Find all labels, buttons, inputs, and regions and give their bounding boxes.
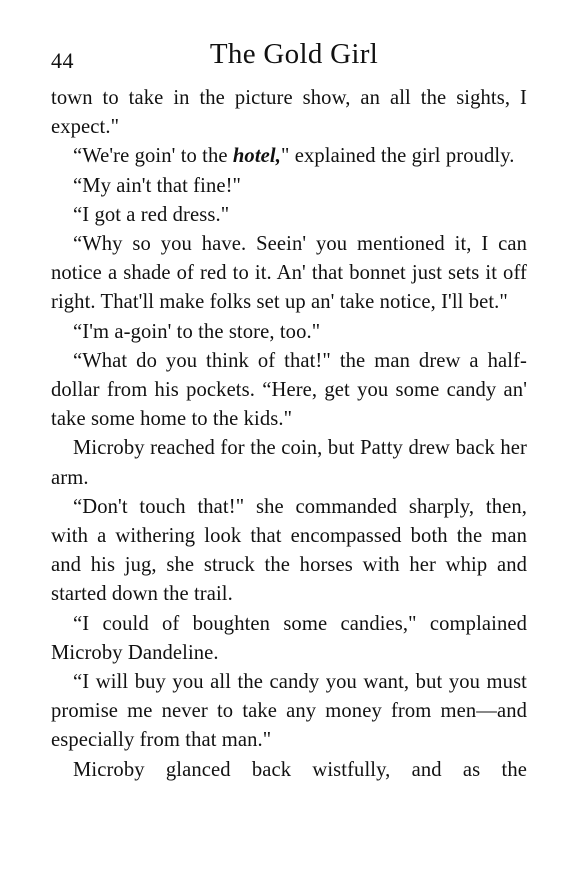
emphasized-word: hotel, [232, 145, 281, 168]
paragraph-4: “I got a red dress." [73, 203, 230, 226]
paragraph-10: “I could of boughten some candies," complained Microby Dandeline. [51, 612, 527, 664]
paragraph-7: “What do you think of that!" the man drew a half-dollar from his pockets. “Here, get you some candy an' take some home to the kids." [51, 349, 527, 431]
paragraph-2-after: " explained the girl proudly. [280, 145, 515, 168]
body-text [51, 84, 527, 785]
book-page [51, 38, 527, 785]
paragraph-11: “I will buy you all the candy you want, but you must promise me never to take any money from men—and especially from that man." [51, 671, 527, 752]
paragraph-2 [51, 142, 527, 171]
paragraph-6: “I'm a-goin' to the store, too." [73, 320, 321, 343]
paragraph-5: “Why so you have. Seein' you mentioned it, I can notice a shade of red to it. An' that bonnet just sets it off right. That'll make folks set up an' take notice, I'll bet." [51, 233, 527, 314]
paragraph-8: Microby reached for the coin, but Patty drew back her arm. [51, 437, 527, 489]
running-head [51, 38, 527, 84]
paragraph-9: “Don't touch that!" she commanded sharply, then, with a withering look that encompassed both the man and his jug, she struck the horses with her whip and started down the trail. [51, 495, 527, 606]
paragraph-12: Microby glanced back wistfully, and as the [73, 758, 527, 781]
paragraph-2-before: “We're goin' to the [73, 145, 233, 168]
paragraph-3: “My ain't that fine!" [73, 174, 242, 197]
page-number: 44 [51, 48, 74, 73]
running-title: The Gold Girl [209, 38, 379, 70]
paragraph-1: town to take in the picture show, an all the sights, I expect." [51, 87, 527, 139]
